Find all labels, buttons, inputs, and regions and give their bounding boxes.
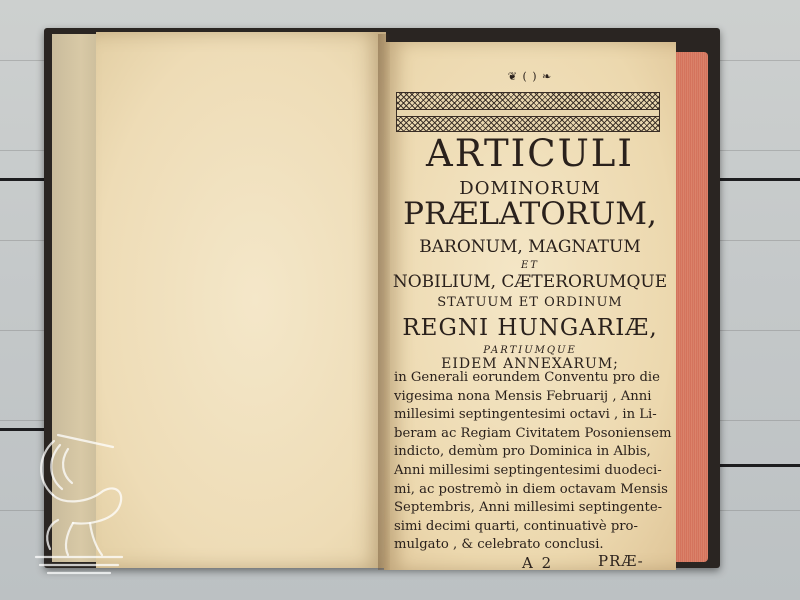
title-line: EIDEM ANNEXARUM; [441,356,619,372]
title-line: PARTIUMQUE [483,345,577,356]
title-line: DOMINORUM [459,178,601,199]
body-line: vigesima nona Mensis Februarij , Anni [394,388,652,404]
title-page [384,42,676,570]
title-line: REGNI HUNGARIÆ, [402,315,658,341]
book-tie-right-bottom [712,464,800,467]
title-line: ET [521,260,539,271]
title-line: BARONUM, MAGNATUM [419,237,641,257]
body-line: in Generali eorundem Conventu pro die [394,370,660,385]
title-line: NOBILIUM, CÆTERORUMQUE [392,272,668,292]
body-line: Anni millesimi septingentesimi duodeci- [394,462,662,478]
title-line: PRÆLATORUM, [403,196,657,232]
body-line: mulgato , & celebrato conclusi. [394,537,604,553]
body-line: simi decimi quarti, continuativè pro- [394,518,638,534]
body-paragraph [394,369,672,555]
body-line: Septembris, Anni millesimi septingente- [394,500,663,516]
body-line: indicto, demùm pro Dominica in Albis, [394,444,651,460]
title-line: ARTICULI [426,132,634,175]
winged-lion-watermark-logo [18,425,138,585]
body-line: mi, ac postremò in diem octavam Mensis [394,481,668,497]
title-line: STATUUM ET ORDINUM [437,295,623,310]
page-marker: ❦ ( ) ❧ [507,70,553,83]
book-tie-left-top [0,178,50,181]
body-line: beram ac Regiam Civitatem Posoniensem [394,425,672,441]
left-blank-page [96,32,386,568]
book-gutter-shadow [378,34,390,570]
ornament-center-rule [397,109,659,117]
body-line: millesimi septingentesimi octavi , in Li- [394,407,657,423]
book-tie-right-top [712,178,800,181]
woodcut-ornament-band [396,92,660,132]
signature-mark: A 2 [522,554,554,572]
catchword: PRÆ- [598,552,644,570]
